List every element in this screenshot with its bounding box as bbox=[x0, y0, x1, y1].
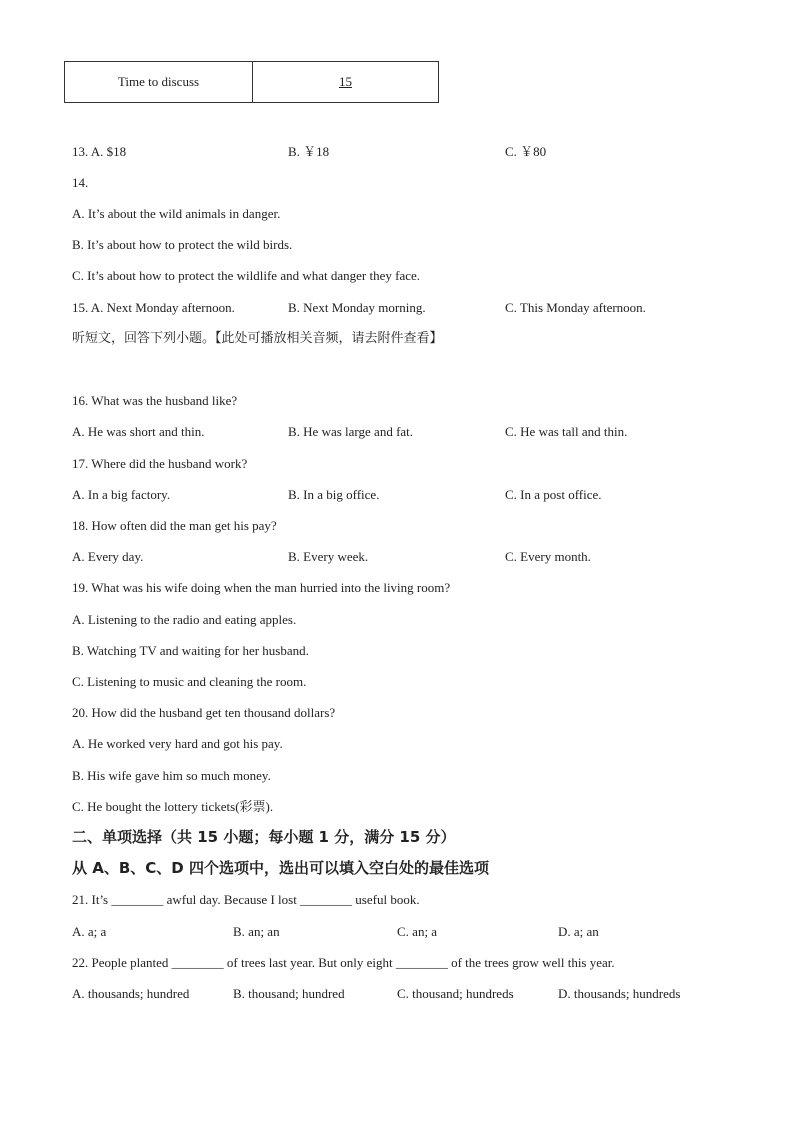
q16-stem: 16. What was the husband like? bbox=[72, 393, 238, 408]
q21-option-c: C. an; a bbox=[397, 924, 438, 939]
q14-option-c: C. It’s about how to protect the wildlife and what danger they face. bbox=[72, 268, 421, 283]
q16-option-a: A. He was short and thin. bbox=[72, 424, 205, 439]
q17-option-c: C. In a post office. bbox=[505, 487, 602, 502]
q18-option-b: B. Every week. bbox=[288, 549, 369, 564]
q22-option-a: A. thousands; hundred bbox=[72, 986, 190, 1001]
q22-option-b: B. thousand; hundred bbox=[233, 986, 345, 1001]
q14-option-b: B. It’s about how to protect the wild birds. bbox=[72, 237, 293, 252]
q13-option-a: 13. A. $18 bbox=[72, 144, 127, 159]
q21-option-a: A. a; a bbox=[72, 924, 107, 939]
q19-stem: 19. What was his wife doing when the man hurried into the living room? bbox=[72, 580, 451, 595]
table-label: Time to discuss bbox=[117, 74, 200, 89]
q22-option-c: C. thousand; hundreds bbox=[397, 986, 514, 1001]
q19-option-a: A. Listening to the radio and eating apples. bbox=[72, 612, 297, 627]
table-label-cell bbox=[65, 62, 253, 102]
q19-option-c: C. Listening to music and cleaning the room. bbox=[72, 674, 307, 689]
q15-option-b: B. Next Monday morning. bbox=[288, 300, 426, 315]
q19-option-b: B. Watching TV and waiting for her husband. bbox=[72, 643, 309, 658]
q14-number: 14. bbox=[72, 175, 89, 190]
q14-option-a: A. It’s about the wild animals in danger. bbox=[72, 206, 281, 221]
q13-option-c: C. ￥80 bbox=[505, 144, 547, 159]
q18-option-a: A. Every day. bbox=[72, 549, 144, 564]
q15-option-c: C. This Monday afternoon. bbox=[505, 300, 646, 315]
q20-option-c: C. He bought the lottery tickets(彩票). bbox=[72, 799, 274, 814]
q20-stem: 20. How did the husband get ten thousand dollars? bbox=[72, 705, 336, 720]
time-table bbox=[64, 61, 439, 103]
q16-option-b: B. He was large and fat. bbox=[288, 424, 414, 439]
q21-option-d: D. a; an bbox=[558, 924, 599, 939]
q16-option-c: C. He was tall and thin. bbox=[505, 424, 628, 439]
q21-option-b: B. an; an bbox=[233, 924, 280, 939]
section2-title: 二、单项选择（共 15 小题；每小题 1 分，满分 15 分） bbox=[72, 828, 456, 846]
section2-instruction: 从 A、B、C、D 四个选项中，选出可以填入空白处的最佳选项 bbox=[72, 859, 489, 877]
q13-option-b: B. ￥18 bbox=[288, 144, 330, 159]
q18-option-c: C. Every month. bbox=[505, 549, 591, 564]
q17-stem: 17. Where did the husband work? bbox=[72, 456, 248, 471]
q17-option-b: B. In a big office. bbox=[288, 487, 380, 502]
q18-stem: 18. How often did the man get his pay? bbox=[72, 518, 277, 533]
q17-option-a: A. In a big factory. bbox=[72, 487, 171, 502]
table-value: 15 bbox=[339, 74, 352, 89]
q22-stem: 22. People planted ________ of trees last year. But only eight ________ of the trees grow well this year. bbox=[72, 955, 615, 970]
q22-option-d: D. thousands; hundreds bbox=[558, 986, 681, 1001]
q20-option-a: A. He worked very hard and got his pay. bbox=[72, 736, 283, 751]
listening-instruction: 听短文，回答下列小题。【此处可播放相关音频，请去附件查看】 bbox=[72, 331, 443, 346]
q21-stem: 21. It’s ________ awful day. Because I lost ________ useful book. bbox=[72, 892, 420, 907]
table-value-cell bbox=[253, 62, 438, 102]
q15-option-a: 15. A. Next Monday afternoon. bbox=[72, 300, 235, 315]
q20-option-b: B. His wife gave him so much money. bbox=[72, 768, 271, 783]
